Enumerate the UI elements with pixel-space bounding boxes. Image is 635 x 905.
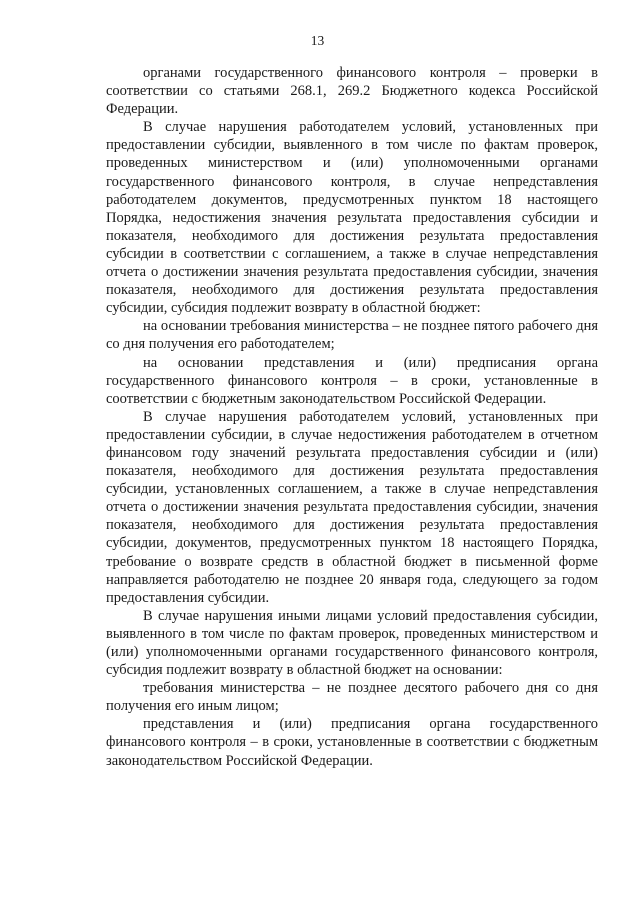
paragraph: В случае нарушения работодателем условий, установленных при предоставлении субсидии, в случае недостижения работодателем в отчетном финансовом году значений результата предоставления субсидии и (или) показателя, необходимого для достижения результата предоставления субсидии, установленных соглашением, а также в случае непредставления отчета о достижении значения результата предоставления субсидии, значения показателя, необходимого для достижения результата предоставления субсидии, документов, предусмотренных пунктом 18 настоящего Порядка, требование о возврате средств в областной бюджет в письменной форме направляется работодателю не позднее 20 января года, следующего за годом предоставления субсидии.	[106, 408, 598, 606]
document-body	[106, 64, 598, 770]
paragraph: на основании представления и (или) предписания органа государственного финансового контроля – в сроки, установленные в соответствии с бюджетным законодательством Российской Федерации.	[106, 354, 598, 407]
paragraph: В случае нарушения работодателем условий, установленных при предоставлении субсидии, выявленного в том числе по фактам проверок, проведенных министерством и (или) уполномоченными органами государственного финансового контроля, в случае непредставления работодателем документов, предусмотренных пунктом 18 настоящего Порядка, недостижения значения результата предоставления субсидии и показателя, необходимого для достижения результата предоставления субсидии в соответствии с соглашением, а также в случае непредставления отчета о достижении значения результата предоставления субсидии, значения показателя, необходимого для достижения результата предоставления субсидии, субсидия подлежит возврату в областной бюджет:	[106, 119, 598, 317]
paragraph: представления и (или) предписания органа государственного финансового контроля – в сроки, установленные в соответствии с бюджетным законодательством Российской Федерации.	[106, 716, 598, 769]
page-number: 13	[310, 33, 325, 48]
paragraph: требования министерства – не позднее десятого рабочего дня со дня получения его иным лицом;	[106, 680, 598, 715]
paragraph: органами государственного финансового контроля – проверки в соответствии со статьями 268.1, 269.2 Бюджетного кодекса Российской Федерации.	[106, 65, 598, 118]
paragraph: В случае нарушения иными лицами условий предоставления субсидии, выявленного в том числе по фактам проверок, проведенных министерством и (или) уполномоченными органами государственного финансового контроля, субсидия подлежит возврату в областной бюджет на основании:	[106, 607, 598, 679]
paragraph: на основании требования министерства – не позднее пятого рабочего дня со дня получения его работодателем;	[106, 318, 598, 353]
